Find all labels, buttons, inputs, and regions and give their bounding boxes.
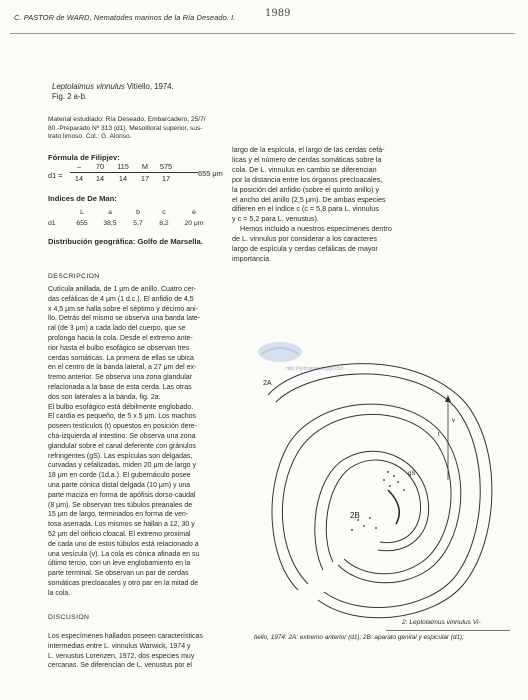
text-line: de cada uno de estos túbulos está relacionado a xyxy=(48,540,199,548)
text-line: das cefálicas de 4 μm (1 d.c.). El anfidio de 4,5 xyxy=(48,295,194,303)
description-title: DESCRIPCION xyxy=(48,273,100,280)
deman-header: e xyxy=(192,209,196,216)
formula-total: 655 μm xyxy=(198,169,223,178)
text-line: importancia. xyxy=(232,253,272,263)
material-line: 80.-Preparado Nº 313 (d1). Mesolitoral superior, sus- xyxy=(48,124,203,132)
text-line: El cardia es pequeño, de 5 x 5 μm. Los machos xyxy=(48,413,197,421)
text-line: L. venustus Lorenzen, 1972, dos especies muy xyxy=(48,652,195,660)
species-authority: Vitiello, 1974. xyxy=(127,82,174,91)
text-line: tosa aserrada. Los mismos se hallan a 12, 30 y xyxy=(48,521,195,529)
text-line: y c = 5,2 para L. venustus). xyxy=(232,214,319,224)
text-line: Cutícula anillada, de 1 μm de anillo. Cuatro cer- xyxy=(48,286,196,293)
text-line: llo. Detrás del mismo se observa una banda late- xyxy=(48,315,201,323)
deman-value: 5,7 xyxy=(133,220,143,227)
text-line: una vesícula (v). La cola es cónica afinada en su xyxy=(48,550,200,558)
discussion-body xyxy=(48,632,234,671)
body-coil-inner xyxy=(282,414,451,584)
text-line: intermedias entre L. vinnulus Warwick, 1974 y xyxy=(48,642,191,650)
text-line: somáticas precloacales y otro par en la mitad de xyxy=(48,579,199,587)
text-line: largo de la espícula, el largo de las cerdas cefá- xyxy=(232,145,385,154)
text-line: prolonga hacia la cola. Desde el extremo ante- xyxy=(48,334,193,342)
text-line: largo de espícula y cerdas cefálicas de mayor xyxy=(232,244,378,254)
text-line: una parte cónica distal delgada (10 μm) y una xyxy=(48,481,191,489)
nematode-figure xyxy=(238,340,508,640)
material-line: trato limoso. Col.: G. Alonso. xyxy=(48,133,132,141)
deman-value: 655 xyxy=(76,220,88,227)
text-line: la cola. xyxy=(48,589,71,597)
material-line: Material estudiado: Ría Deseado, Embarcadero, 25/7/ xyxy=(48,116,206,123)
denominator: 17 xyxy=(161,174,171,183)
text-line: cha-izquierda al intestino. Se observa una zona xyxy=(48,432,196,440)
header-rule xyxy=(10,33,515,34)
text-line: 52 μm del orificio cloacal. El extremo proximal xyxy=(48,530,191,538)
numerator: 575 xyxy=(159,162,173,171)
text-line: poseen testículos (t) opuestos en posición dere- xyxy=(48,423,198,431)
denominator: 14 xyxy=(74,174,84,183)
text-line: Hemos incluido a nuestros especímenes dentro xyxy=(240,224,392,234)
text-line: (8 μm). Se observan tres túbulos preanales de xyxy=(48,501,193,509)
text-line: en el centro de la banda lateral, a 27 μm del ex- xyxy=(48,364,197,372)
intestine-coil xyxy=(315,451,429,570)
body-coil-outer xyxy=(272,404,461,590)
deman-row-label: d1 xyxy=(48,220,56,227)
text-line: parte terminal. Se observan un par de cerdas xyxy=(48,570,189,578)
text-line: el ancho del anillo (2,5 μm). De ambas especies xyxy=(232,194,386,204)
text-line: cola. De L. vinnulus en cambio se diferencian xyxy=(232,164,377,174)
text-line: refringentes (gS). Las espículas son delgadas, xyxy=(48,452,193,460)
species-heading xyxy=(52,82,174,102)
text-line: parte maciza en forma de apófisis dorso-caudal xyxy=(48,491,196,499)
geographic-distribution: Distribución geográfica: Golfo de Marsella. xyxy=(48,237,203,246)
figure-caption-line1: 2: Leptolaimus vinnulus Vi- xyxy=(402,619,481,626)
running-head: C. PASTOR de WARD, Nematodes marinos de la Ría Deseado. I. xyxy=(14,13,236,22)
text-line: rior hasta el bulbo esofágico se observan tres xyxy=(48,344,190,352)
numerator: 115 xyxy=(117,162,129,171)
page-number: 1989 xyxy=(265,8,291,19)
deman-value: 8,2 xyxy=(159,220,169,227)
species-name: Leptolaimus vinnulus xyxy=(52,82,125,91)
text-line: relacionada a la base de esta cerda. Las otras xyxy=(48,383,192,391)
figure-label-2a: 2A xyxy=(263,380,272,387)
watermark-logo xyxy=(258,342,302,362)
text-line: de L. vinnulus por considerar a los caracteres xyxy=(232,234,378,244)
deman-header: L xyxy=(80,209,84,216)
figure-label-t: t xyxy=(438,432,440,438)
spicule xyxy=(388,490,399,524)
figure-label-v: v xyxy=(452,418,455,424)
denominator: 14 xyxy=(118,174,128,183)
filipjev-formula xyxy=(48,162,238,190)
text-line: cercanas. Se diferencian de L. venustus por el xyxy=(48,662,192,670)
numerator: 70 xyxy=(95,162,105,171)
text-line: Los especímenes hallados poseen características xyxy=(48,633,203,640)
text-line: dos son laterales a la banda, fig. 2a. xyxy=(48,393,161,401)
denominator: 17 xyxy=(140,174,150,183)
numerator: – xyxy=(76,162,82,171)
text-line: curvadas y cefalizadas, miden 20 μm de largo y xyxy=(48,462,196,470)
numerator: M xyxy=(141,162,149,171)
deman-title: Indices de De Man: xyxy=(48,194,117,203)
text-line: la posición del anfidio (sobre el quinto anillo) y xyxy=(232,184,380,194)
text-line: glandular sobre el canal deferente con gránulos xyxy=(48,442,196,450)
text-line: 15 μm de largo, terminados en forma de ven- xyxy=(48,511,189,519)
deman-header: b xyxy=(136,209,140,216)
discussion-title: DISCUSION xyxy=(48,614,90,621)
figure-label-gs: gS xyxy=(408,471,416,477)
text-line: licas y el número de cerdas somáticas sobre la xyxy=(232,154,382,164)
caption-rule xyxy=(386,630,510,631)
deman-value: 38,5 xyxy=(103,220,117,227)
text-line: 18 μm en corde (1d.a.). El gubernáculo posee xyxy=(48,472,191,480)
description-body xyxy=(48,285,234,599)
text-line: difieren en el índice c (c = 5,8 para L. vinnulus xyxy=(232,204,379,214)
figure-caption-line2: tiello, 1974: 2A: extremo anterior (d1); 2B: aparato genital y espicular (d1); xyxy=(254,634,464,641)
text-line: tremo anterior. Se observa una zona glandular xyxy=(48,374,192,382)
text-line: x 4,5 μm se halla sobre el séptimo y décimo ani- xyxy=(48,305,198,313)
figure-label-2b: 2B xyxy=(350,511,360,520)
formula-label: d1 = xyxy=(48,171,63,180)
text-line: El bulbo esofágico está débilmente englobado. xyxy=(48,403,194,411)
formula-denominators xyxy=(70,174,200,187)
deman-table xyxy=(48,209,228,231)
denominator: 14 xyxy=(95,174,105,183)
fraction-bar xyxy=(70,172,198,173)
figure-reference: Fig. 2 a-b. xyxy=(52,92,88,101)
material-block xyxy=(48,116,232,142)
body-outline-outer xyxy=(268,364,492,618)
deman-value: 20 μm xyxy=(184,220,204,227)
text-line: por la distancia entre los órganos precloacales, xyxy=(232,174,383,184)
text-line: último tercio, con un leve englobamiento en la xyxy=(48,560,191,568)
filipjev-title: Fórmula de Filipjev: xyxy=(48,153,120,162)
deman-header: a xyxy=(108,209,112,216)
deman-header: c xyxy=(162,209,166,216)
text-line: cerdas somáticas. La primera de ellas se ubica xyxy=(48,354,194,362)
right-column-text xyxy=(232,145,478,264)
body-outline-inner xyxy=(276,374,480,608)
watermark-url: http://sobramar.org/pr/ch/f... xyxy=(286,366,348,372)
text-line: ral (de 3 μm) a cada lado del cuerpo, que se xyxy=(48,325,186,333)
nematode-drawing xyxy=(238,340,508,640)
